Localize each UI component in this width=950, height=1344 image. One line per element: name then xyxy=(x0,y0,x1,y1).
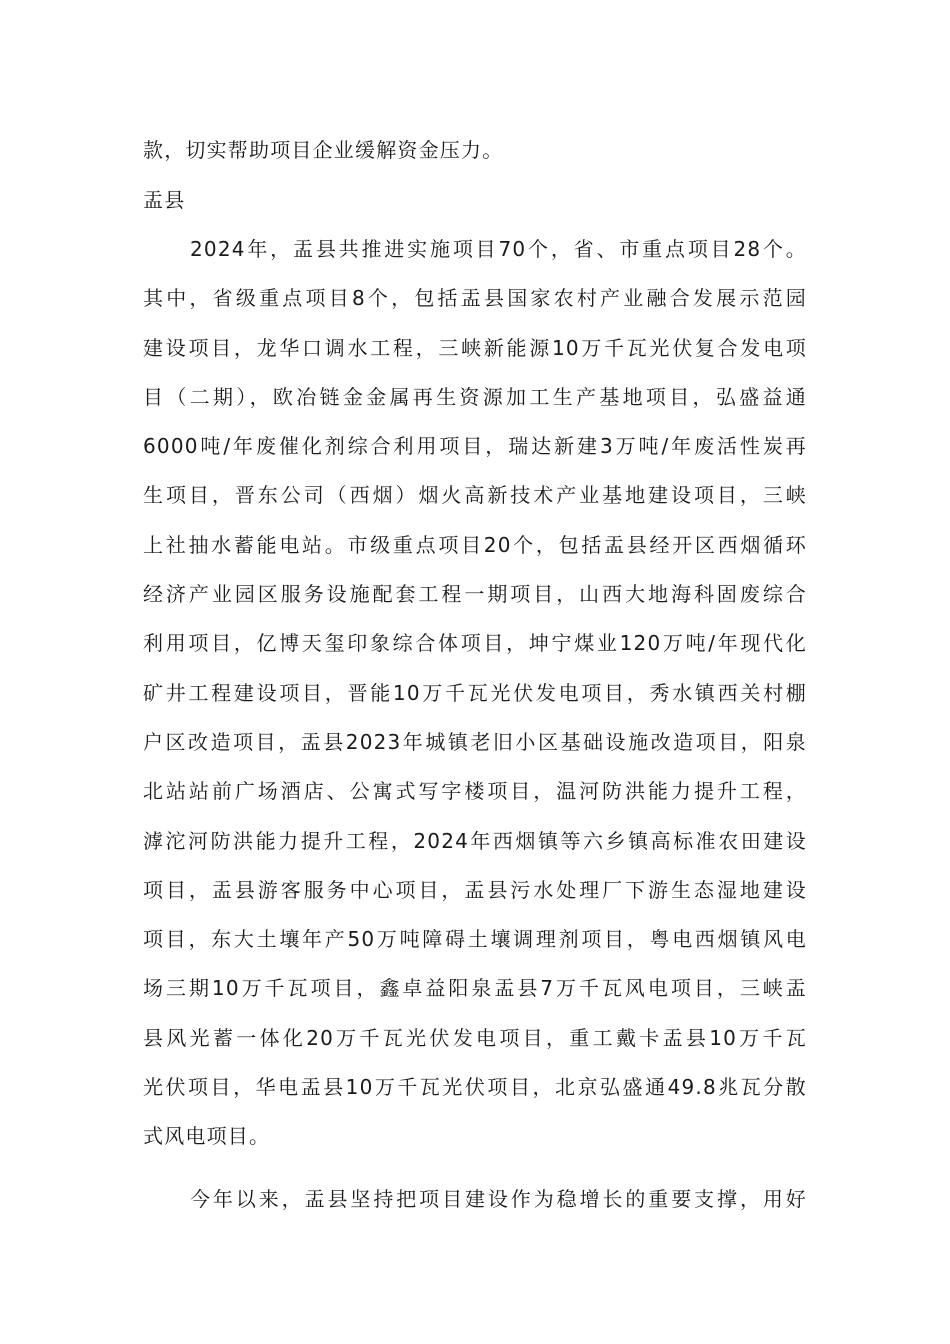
text-line: 北站站前广场酒店、公寓式写字楼项目，温河防洪能力提升工程， xyxy=(143,779,807,804)
paragraph-2 xyxy=(143,1175,807,1224)
text-line: 户区改造项目，盂县2023年城镇老旧小区基础设施改造项目，阳泉 xyxy=(143,729,807,754)
paragraph-1 xyxy=(143,225,807,1162)
text-line: 其中，省级重点项目8个，包括盂县国家农村产业融合发展示范园 xyxy=(143,286,807,311)
text-line: 利用项目，亿博天玺印象综合体项目，坤宁煤业120万吨/年现代化 xyxy=(143,631,807,656)
text-line: 项目，东大土壤年产50万吨障碍土壤调理剂项目，粤电西烟镇风电 xyxy=(143,927,807,952)
text-line: 经济产业园区服务设施配套工程一期项目，山西大地海科固废综合 xyxy=(143,582,807,607)
text-line: 6000吨/年废催化剂综合利用项目，瑞达新建3万吨/年废活性炭再 xyxy=(143,434,807,459)
text-line: 上社抽水蓄能电站。市级重点项目20个，包括盂县经开区西烟循环 xyxy=(143,532,807,557)
text-line: 光伏项目，华电盂县10万千瓦光伏项目，北京弘盛通49.8兆瓦分散 xyxy=(143,1075,807,1100)
text-line: 滹沱河防洪能力提升工程，2024年西烟镇等六乡镇高标准农田建设 xyxy=(143,828,807,853)
text-line: 建设项目，龙华口调水工程，三峡新能源10万千瓦光伏复合发电项 xyxy=(143,335,807,360)
text-line: 县风光蓄一体化20万千瓦光伏发电项目，重工戴卡盂县10万千瓦 xyxy=(143,1025,807,1050)
text-line: 目（二期），欧冶链金金属再生资源加工生产基地项目，弘盛益通 xyxy=(143,384,807,409)
continuation-text xyxy=(143,126,807,175)
text-line: 生项目，晋东公司（西烟）烟火高新技术产业基地建设项目，三峡 xyxy=(143,483,807,508)
text-line: 场三期10万千瓦项目，鑫卓益阳泉盂县7万千瓦风电项目，三峡盂 xyxy=(143,976,807,1001)
text-line: 矿井工程建设项目，晋能10万千瓦光伏发电项目，秀水镇西关村棚 xyxy=(143,680,807,705)
text-line: 式风电项目。 xyxy=(143,1124,271,1149)
section-heading-text: 盂县 xyxy=(143,188,186,212)
section-heading xyxy=(143,176,807,225)
text-line: 2024年，盂县共推进实施项目70个，省、市重点项目28个。 xyxy=(190,237,807,261)
text-line: 项目，盂县游客服务中心项目，盂县污水处理厂下游生态湿地建设 xyxy=(143,877,807,902)
text-line: 今年以来，盂县坚持把项目建设作为稳增长的重要支撑，用好 xyxy=(190,1187,807,1211)
text-line: 款，切实帮助项目企业缓解资金压力。 xyxy=(143,138,504,162)
